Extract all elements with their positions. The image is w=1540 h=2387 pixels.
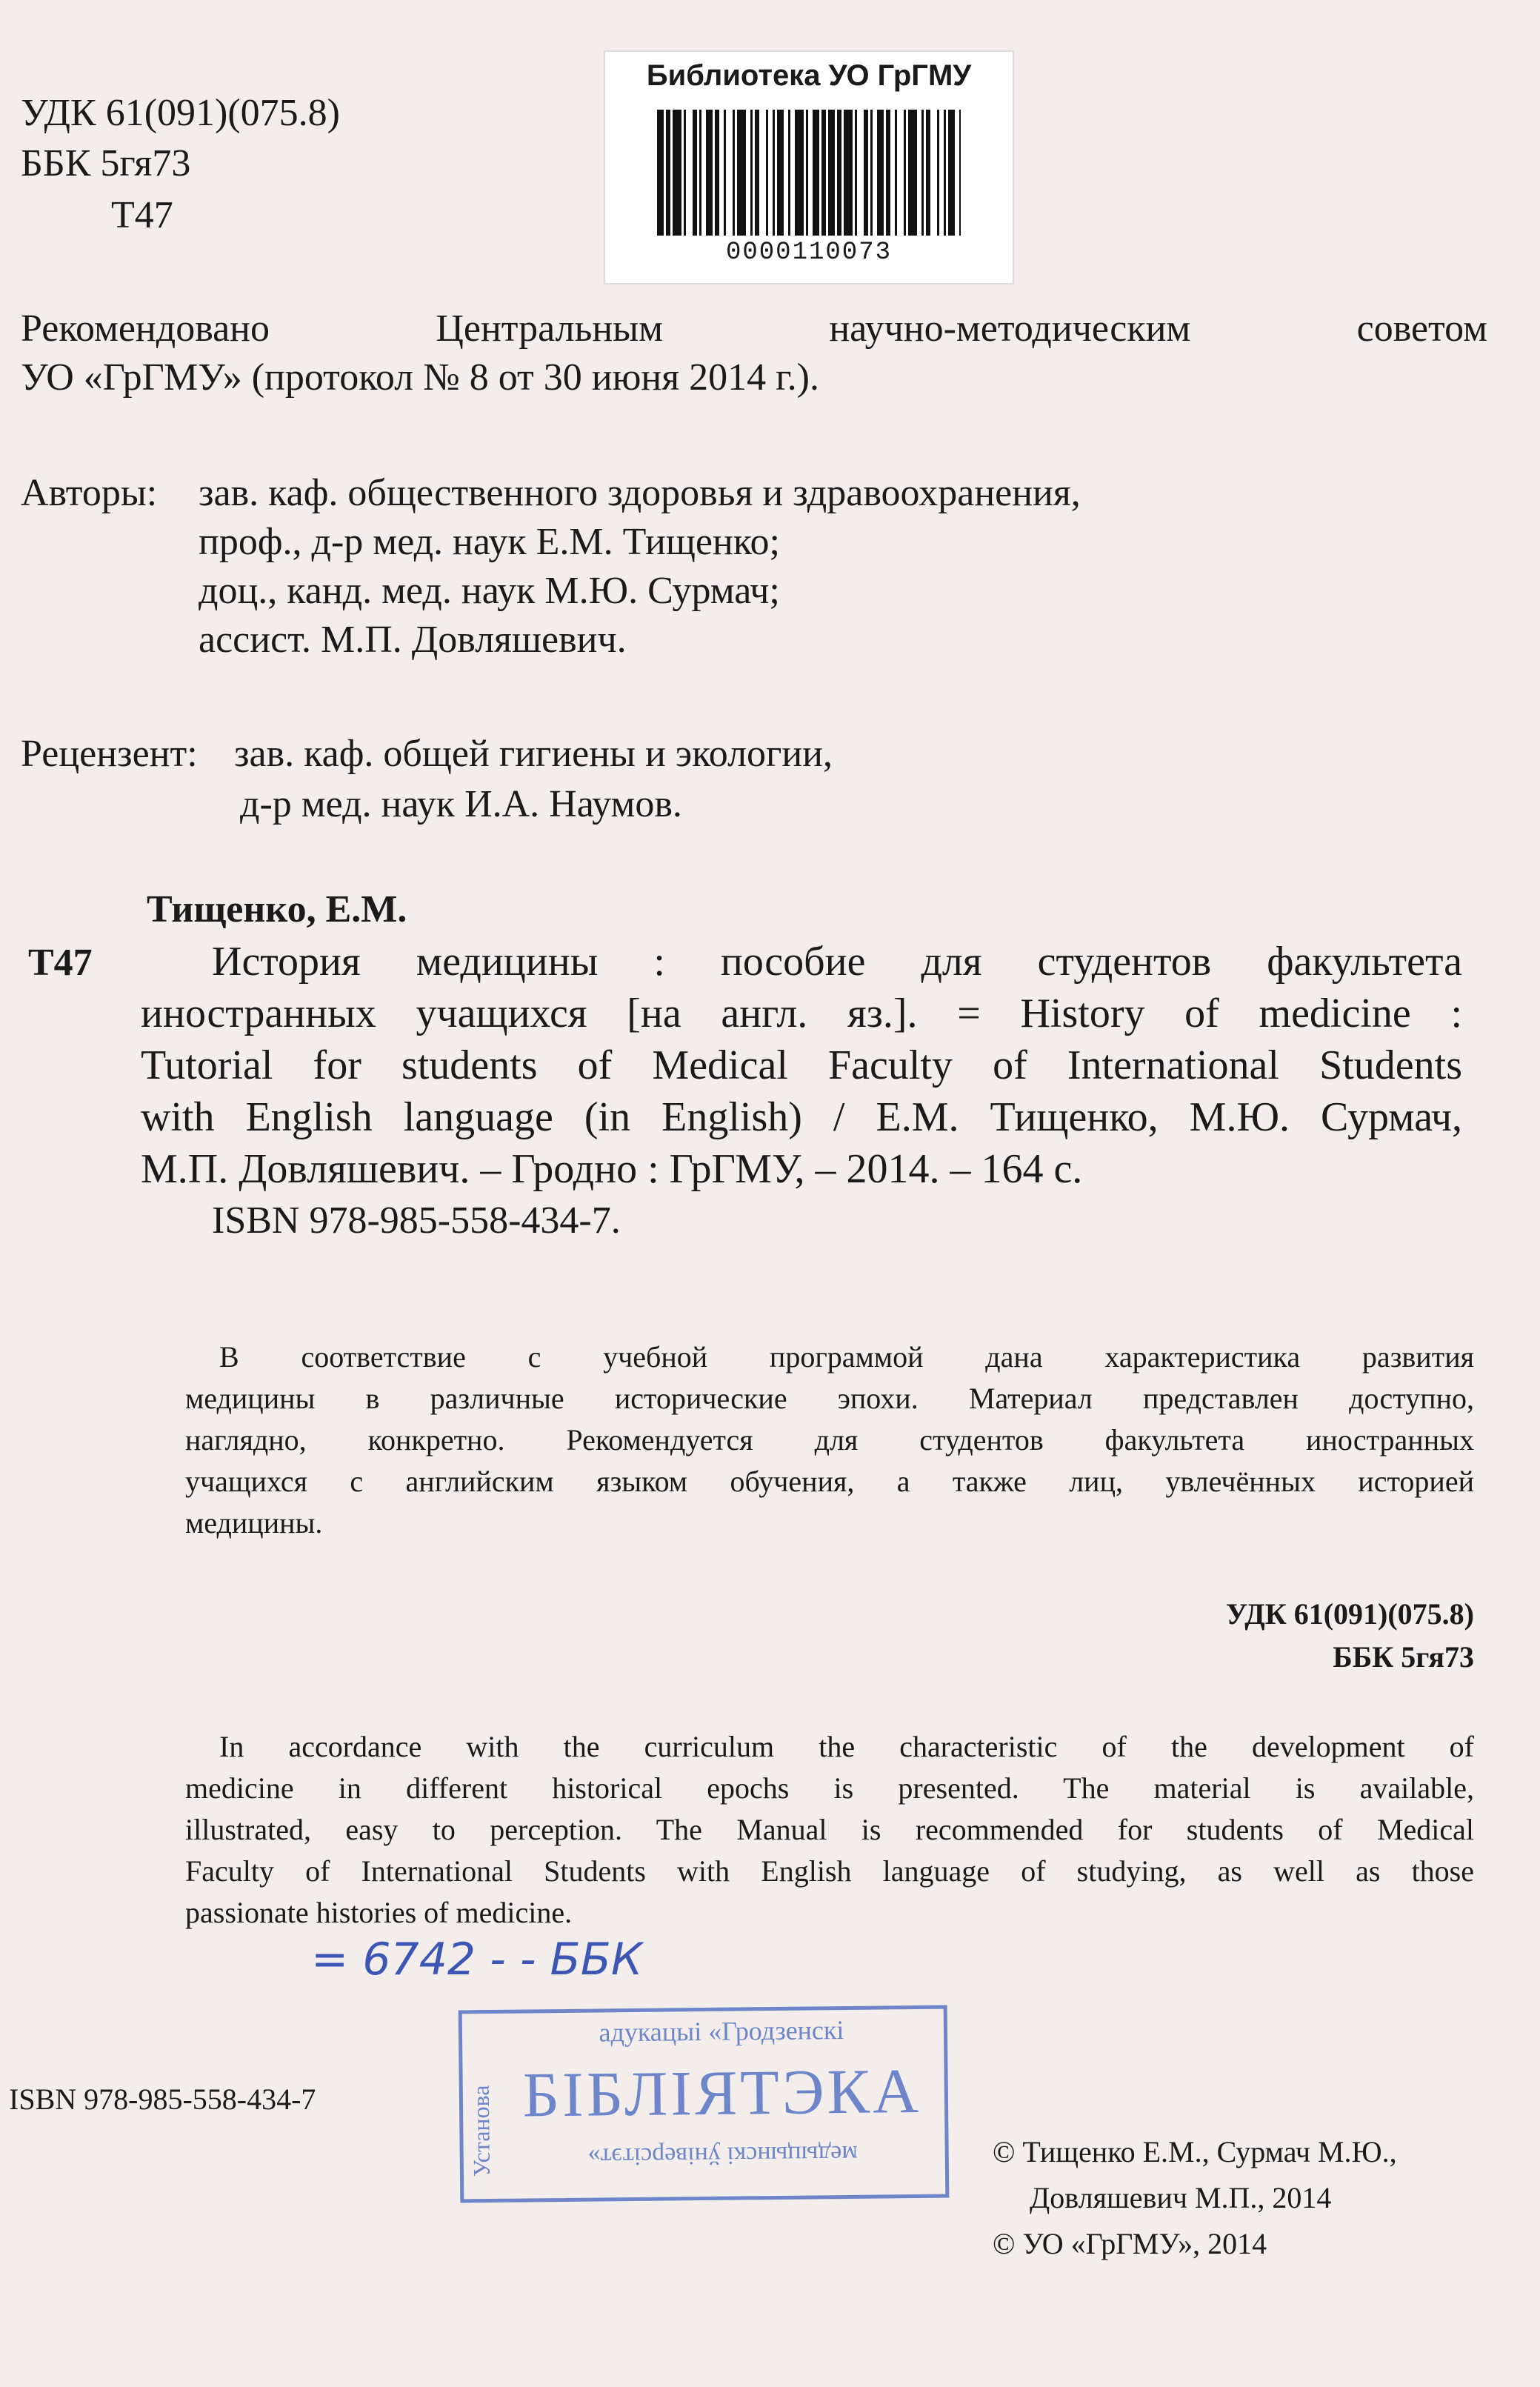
recommendation-word: Рекомендовано [21, 307, 270, 350]
annotation-ru-line: В соответствие с учебной программой дана характеристика развития [219, 1340, 1474, 1374]
catalog-line: иностранных учащихся [на англ. яз.]. = History of medicine : [141, 991, 1462, 1036]
bbk-code: ББК 5гя73 [21, 142, 191, 184]
barcode-number: 0000110073 [725, 239, 893, 267]
copyright-line: © УО «ГрГМУ», 2014 [993, 2227, 1267, 2260]
catalog-line: with English language (in English) / Е.М. Тищенко, М.Ю. Сурмач, [141, 1094, 1462, 1140]
handwritten-note: = 6742 - - ББК [311, 1934, 643, 1985]
recommendation-line-2: УО «ГрГМУ» (протокол № 8 от 30 июня 2014 г.). [21, 356, 819, 399]
catalog-mark: Т47 [28, 942, 93, 984]
copyright-line: © Тищенко Е.М., Сурмач М.Ю., [993, 2135, 1397, 2168]
reviewer-label: Рецензент: [21, 733, 198, 775]
annotation-en-line: Faculty of International Students with English language of studying, as well as those [185, 1854, 1474, 1888]
annotation-ru-last: медицины. [185, 1506, 323, 1539]
recommendation-word: советом [1356, 307, 1487, 350]
annotation-ru-line: учащихся с английским языком обучения, а также лиц, увлечённых историей [185, 1465, 1474, 1498]
copyright-block [985, 2129, 1489, 2267]
annotation-en-line: In accordance with the curriculum the characteristic of the development of [219, 1730, 1474, 1763]
reviewer-line: зав. каф. общей гигиены и экологии, [234, 733, 833, 775]
catalog-author-heading: Тищенко, Е.М. [147, 888, 407, 931]
author-line: доц., канд. мед. наук М.Ю. Сурмач; [199, 570, 780, 612]
author-mark: Т47 [111, 194, 173, 236]
recommendation-word: Центральным [436, 307, 664, 350]
reviewer-line: д-р мед. наук И.А. Наумов. [240, 783, 682, 825]
stamp-side-text: Установа [467, 2085, 496, 2177]
catalog-line-last: М.П. Довляшевич. – Гродно : ГрГМУ, – 2014. – 164 с. [141, 1146, 1083, 1192]
author-line: зав. каф. общественного здоровья и здравоохранения, [199, 472, 1081, 514]
annotation-en-last: passionate histories of medicine. [185, 1896, 573, 1929]
recommendation-line-1 [21, 305, 1487, 353]
index-block [1037, 1593, 1474, 1679]
index-bbk: ББК 5гя73 [1333, 1640, 1474, 1674]
barcode-sticker [604, 50, 1014, 284]
catalog-line: Tutorial for students of Medical Faculty of International Students [141, 1042, 1462, 1088]
catalog-line: История медицины : пособие для студентов факультета [212, 939, 1462, 985]
udk-code: УДК 61(091)(075.8) [21, 92, 340, 134]
annotation-ru-line: наглядно, конкретно. Рекомендуется для студентов факультета иностранных [185, 1423, 1474, 1456]
barcode-icon [657, 110, 961, 236]
authors-label: Авторы: [21, 472, 158, 514]
author-line: ассист. М.П. Довляшевич. [199, 619, 627, 661]
catalog-isbn: ISBN 978-985-558-434-7. [212, 1199, 621, 1242]
annotation-en-line: medicine in different historical epochs is presented. The material is available, [185, 1771, 1474, 1805]
annotation-en-line: illustrated, easy to perception. The Manual is recommended for students of Medical [185, 1813, 1474, 1846]
stamp-top-text: адукацыі «Гродзенскі [599, 2015, 844, 2048]
annotation-ru-line: медицины в различные исторические эпохи. Материал представлен доступно, [185, 1382, 1474, 1415]
barcode-title: Библиотека УО ГрГМУ [646, 59, 972, 92]
recommendation-word: научно-методическим [829, 307, 1191, 350]
library-stamp [459, 2005, 950, 2203]
footer-isbn: ISBN 978-985-558-434-7 [9, 2083, 316, 2116]
stamp-bottom-text: медыцынскі ўніверсітэт» [587, 2140, 859, 2171]
index-udk: УДК 61(091)(075.8) [1225, 1597, 1474, 1631]
stamp-main-text: БІБЛІЯТЭКА [522, 2054, 922, 2131]
author-line: проф., д-р мед. наук Е.М. Тищенко; [199, 521, 780, 563]
copyright-line: Довляшевич М.П., 2014 [1030, 2181, 1332, 2214]
